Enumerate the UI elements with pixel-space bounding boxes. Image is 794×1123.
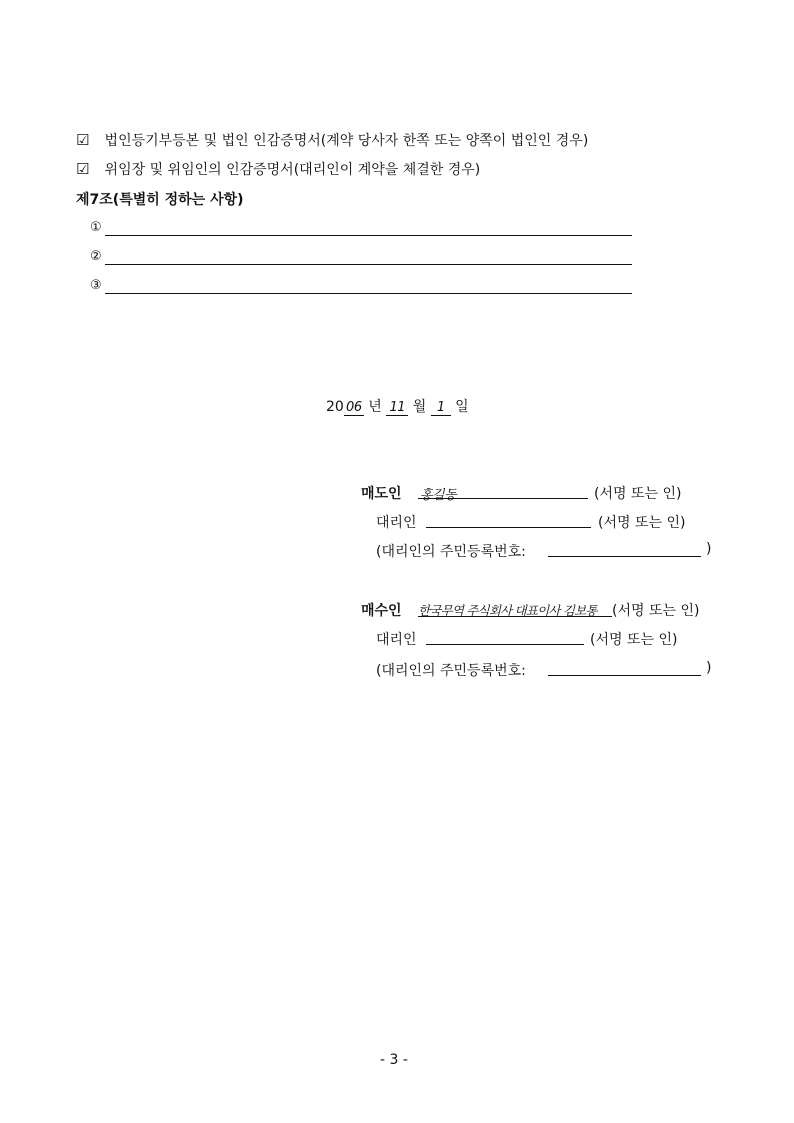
article-7-item-3-line [105,293,632,294]
buyer-agent-signature-line [426,644,584,645]
buyer-agent-label: 대리인 [376,632,417,648]
checklist-item-1 [76,130,588,150]
buyer-agent-id-close: ) [706,660,712,676]
article-7-item-1-line [105,235,632,236]
seller-sign-note: (서명 또는 인) [594,486,682,502]
date-year-value: 06 [344,400,364,416]
buyer-sign-note: (서명 또는 인) [612,603,700,619]
seller-agent-id-close: ) [706,541,712,557]
date-day-value: 1 [431,400,451,416]
date-month-value: 11 [386,400,408,416]
article-7-item-2-line [105,264,632,265]
seller-agent-label: 대리인 [376,515,417,531]
contract-date [326,396,469,416]
article-7-heading: 제7조(특별히 정하는 사항) [76,192,244,208]
seller-agent-id-label: (대리인의 주민등록번호: [376,544,526,560]
checklist-item-2 [76,159,480,179]
seller-signature-line [418,498,588,499]
article-7-item-1-number: ① [90,220,102,235]
date-year-prefix: 20 [326,399,344,415]
checklist-item-text: 위임장 및 위임인의 인감증명서(대리인이 계약을 체결한 경우) [104,162,481,178]
buyer-label: 매수인 [361,603,402,619]
page-number: - 3 - [380,1052,408,1068]
buyer-agent-sign-note: (서명 또는 인) [590,632,678,648]
checkbox-checked-icon: ☑ [76,131,90,149]
buyer-name: 한국무역 주식회사 대표이사 김보통 [418,603,597,618]
checkbox-checked-icon: ☑ [76,160,90,178]
buyer-agent-id-line [548,675,701,676]
seller-name: 홍길동 [420,488,457,503]
seller-label: 매도인 [361,486,402,502]
buyer-signature-line [418,616,612,617]
article-7-item-3-number: ③ [90,278,102,293]
seller-agent-id-line [548,556,701,557]
article-7-item-2-number: ② [90,249,102,264]
seller-agent-signature-line [426,527,591,528]
seller-agent-sign-note: (서명 또는 인) [598,515,686,531]
checklist-item-text: 법인등기부등본 및 법인 인감증명서(계약 당사자 한쪽 또는 양쪽이 법인인 경우) [104,133,589,149]
buyer-agent-id-label: (대리인의 주민등록번호: [376,663,526,679]
date-month-label: 월 [412,399,427,415]
date-year-label: 년 [368,399,382,415]
date-day-label: 일 [455,399,469,415]
